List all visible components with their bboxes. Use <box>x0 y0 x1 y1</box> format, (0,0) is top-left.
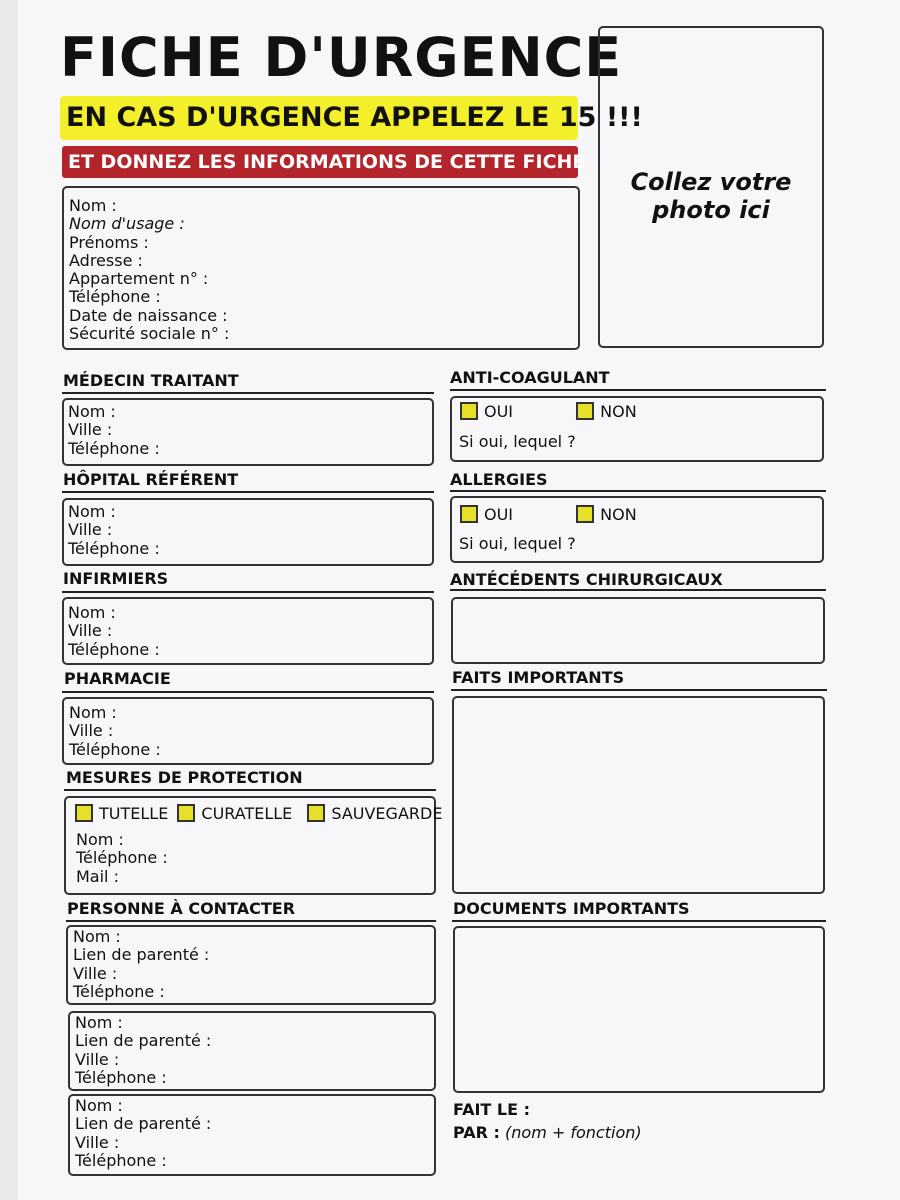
contact-1-lien: Lien de parenté : <box>73 945 210 965</box>
infirmiers-title: INFIRMIERS <box>63 569 169 588</box>
allergies-question: Si oui, lequel ? <box>459 534 576 553</box>
documents-rule <box>452 920 826 922</box>
sauvegarde-checkbox[interactable] <box>307 804 325 822</box>
documents-title: DOCUMENTS IMPORTANTS <box>453 899 690 918</box>
identity-fields <box>69 197 229 343</box>
photo-placeholder <box>600 168 822 224</box>
contact-3-ville: Ville : <box>75 1132 120 1152</box>
protection-options <box>75 803 442 825</box>
pharmacie-title: PHARMACIE <box>64 669 171 688</box>
par-label: PAR : <box>453 1123 500 1142</box>
hopital-field-ville: Ville : <box>68 520 113 540</box>
par-line <box>453 1122 642 1144</box>
antecedents-box[interactable] <box>451 597 825 664</box>
hopital-rule <box>62 491 434 493</box>
infirmiers-field-telephone: Téléphone : <box>68 639 160 659</box>
hopital-title: HÔPITAL RÉFÉRENT <box>63 470 239 489</box>
infirmiers-rule <box>62 591 434 593</box>
medecin-field-telephone: Téléphone : <box>68 438 160 458</box>
pharmacie-field-telephone: Téléphone : <box>69 739 161 759</box>
anticoagulant-non-label: NON <box>600 402 637 421</box>
hopital-field-nom: Nom : <box>68 502 116 521</box>
curatelle-checkbox[interactable] <box>177 804 195 822</box>
medecin-fields <box>68 403 160 458</box>
protection-field-mail: Mail : <box>76 866 119 886</box>
anticoagulant-oui-checkbox[interactable] <box>460 402 478 420</box>
anticoagulant-oui-label: OUI <box>484 402 514 421</box>
anticoagulant-options <box>460 401 637 423</box>
identity-field-nom-usage: Nom d'usage : <box>69 214 185 234</box>
allergies-non-checkbox[interactable] <box>576 505 594 523</box>
fait-le-label: FAIT LE : <box>453 1100 531 1119</box>
contact-1-nom: Nom : <box>73 927 121 946</box>
contact-rule <box>66 920 436 922</box>
protection-title: MESURES DE PROTECTION <box>66 768 303 787</box>
photo-placeholder-line2: photo ici <box>652 196 770 224</box>
instruction-banner: ET DONNEZ LES INFORMATIONS DE CETTE FICHE <box>62 146 578 178</box>
antecedents-title: ANTÉCÉDENTS CHIRURGICAUX <box>450 570 723 589</box>
identity-field-prenoms: Prénoms : <box>69 232 149 252</box>
allergies-title: ALLERGIES <box>450 470 548 489</box>
protection-fields <box>76 831 168 886</box>
contact-3-telephone: Téléphone : <box>75 1150 167 1170</box>
allergies-oui-label: OUI <box>484 505 514 524</box>
identity-field-nom: Nom : <box>69 196 117 215</box>
anticoagulant-question: Si oui, lequel ? <box>459 432 576 451</box>
antecedents-rule <box>450 589 826 591</box>
medecin-title: MÉDECIN TRAITANT <box>63 371 239 390</box>
par-hint: (nom + fonction) <box>505 1123 642 1142</box>
contact-1-ville: Ville : <box>73 963 118 983</box>
emergency-banner: EN CAS D'URGENCE APPELEZ LE 15 !!! <box>60 96 578 140</box>
contact-3-lien: Lien de parenté : <box>75 1114 212 1134</box>
contact-3-fields <box>75 1097 211 1170</box>
contact-3-nom: Nom : <box>75 1096 123 1115</box>
protection-field-nom: Nom : <box>76 830 124 849</box>
faits-rule <box>451 689 827 691</box>
anticoagulant-non-checkbox[interactable] <box>576 402 594 420</box>
identity-field-appartement: Appartement n° : <box>69 269 209 289</box>
pharmacie-rule <box>62 691 434 693</box>
contact-2-telephone: Téléphone : <box>75 1067 167 1087</box>
anticoagulant-title: ANTI-COAGULANT <box>450 368 610 387</box>
contact-2-lien: Lien de parenté : <box>75 1031 212 1051</box>
identity-field-telephone: Téléphone : <box>69 287 161 307</box>
identity-field-adresse: Adresse : <box>69 250 143 270</box>
tutelle-label: TUTELLE <box>99 804 169 823</box>
photo-placeholder-line1: Collez votre <box>630 168 792 196</box>
tutelle-checkbox[interactable] <box>75 804 93 822</box>
allergies-options <box>460 504 637 526</box>
allergies-non-label: NON <box>600 505 637 524</box>
pharmacie-field-ville: Ville : <box>69 721 114 741</box>
contact-1-fields <box>73 928 209 1001</box>
faits-title: FAITS IMPORTANTS <box>452 668 625 687</box>
infirmiers-fields <box>68 604 160 659</box>
pharmacie-fields <box>69 704 161 759</box>
medecin-field-ville: Ville : <box>68 420 113 440</box>
faits-box[interactable] <box>452 696 825 894</box>
anticoagulant-rule <box>450 389 826 391</box>
medecin-rule <box>62 392 434 394</box>
photo-box[interactable] <box>598 26 824 348</box>
infirmiers-field-nom: Nom : <box>68 603 116 622</box>
identity-field-naissance: Date de naissance : <box>69 305 228 325</box>
sauvegarde-label: SAUVEGARDE <box>331 804 443 823</box>
infirmiers-field-ville: Ville : <box>68 621 113 641</box>
identity-field-secu: Sécurité sociale n° : <box>69 324 230 344</box>
form-title: FICHE D'URGENCE <box>60 26 623 89</box>
contact-2-nom: Nom : <box>75 1013 123 1032</box>
pharmacie-field-nom: Nom : <box>69 703 117 722</box>
allergies-rule <box>450 490 826 492</box>
protection-rule <box>64 789 436 791</box>
hopital-fields <box>68 503 160 558</box>
allergies-oui-checkbox[interactable] <box>460 505 478 523</box>
protection-field-telephone: Téléphone : <box>76 848 168 868</box>
contact-2-fields <box>75 1014 211 1087</box>
contact-1-telephone: Téléphone : <box>73 981 165 1001</box>
contact-2-ville: Ville : <box>75 1049 120 1069</box>
contact-title: PERSONNE À CONTACTER <box>67 899 296 918</box>
hopital-field-telephone: Téléphone : <box>68 538 160 558</box>
documents-box[interactable] <box>453 926 825 1093</box>
medecin-field-nom: Nom : <box>68 402 116 421</box>
curatelle-label: CURATELLE <box>201 804 293 823</box>
